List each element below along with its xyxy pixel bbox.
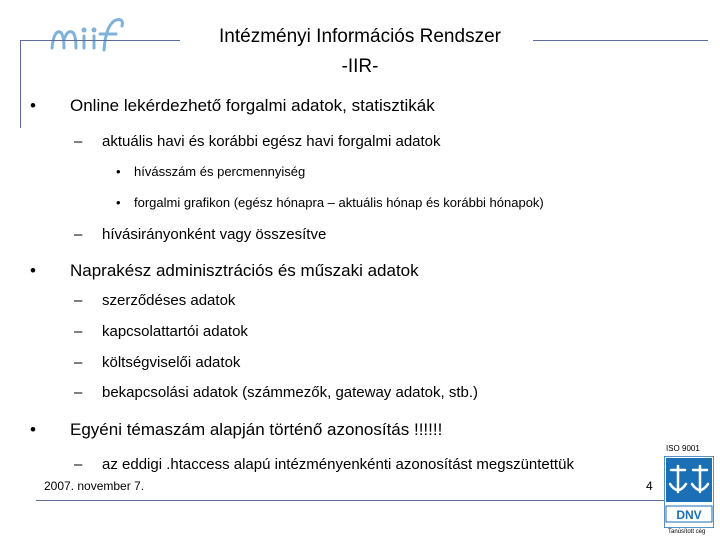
bullet-marker: • — [30, 96, 36, 115]
header-rule-left — [20, 40, 180, 41]
sub-bullet-contact: kapcsolattartói adatok — [102, 323, 248, 340]
slide-subtitle: -IIR- — [341, 56, 379, 77]
sub-bullet-monthly-data: aktuális havi és korábbi egész havi forgalmi adatok — [102, 133, 441, 150]
header-rule-vertical — [20, 40, 21, 128]
footer-date: 2007. november 7. — [44, 479, 145, 493]
dnv-logo-text: DNV — [676, 508, 702, 522]
header-rule-right — [533, 40, 708, 41]
bullet-marker: • — [116, 195, 121, 210]
dash-marker: – — [74, 226, 83, 243]
dash-marker: – — [74, 292, 83, 309]
dash-marker: – — [74, 384, 83, 401]
dash-marker: – — [74, 456, 83, 473]
page-number: 4 — [646, 479, 653, 493]
sub-sub-bullet-graph: forgalmi grafikon (egész hónapra – aktuális hónap és korábbi hónapok) — [134, 195, 544, 210]
sub-bullet-cost: költségviselői adatok — [102, 354, 241, 371]
iso-label: ISO 9001 — [666, 444, 700, 453]
sub-bullet-contract: szerződéses adatok — [102, 292, 236, 309]
dash-marker: – — [74, 354, 83, 371]
dash-marker: – — [74, 323, 83, 340]
bullet-marker: • — [116, 164, 121, 179]
bullet-identification: Egyéni témaszám alapján történő azonosítás !!!!!! — [70, 420, 443, 439]
sub-sub-bullet-calls: hívásszám és percmennyiség — [134, 164, 306, 179]
dash-marker: – — [74, 133, 83, 150]
footer-rule — [36, 500, 672, 501]
bullet-online-stats: Online lekérdezhető forgalmi adatok, statisztikák — [70, 96, 435, 115]
sub-bullet-direction: hívásirányonként vagy összesítve — [102, 226, 327, 243]
niif-logo — [44, 10, 134, 60]
dnv-certification-logo — [664, 456, 714, 528]
bullet-admin-data: Naprakész adminisztrációs és műszaki adatok — [70, 261, 419, 280]
slide-title: Intézményi Információs Rendszer — [219, 26, 501, 47]
bullet-marker: • — [30, 261, 36, 280]
bullet-marker: • — [30, 420, 36, 439]
sub-bullet-activation: bekapcsolási adatok (számmezők, gateway adatok, stb.) — [102, 384, 479, 401]
certification-caption: Tanúsított cég — [668, 529, 706, 535]
sub-bullet-htaccess: az eddigi .htaccess alapú intézményenkénti azonosítást megszüntettük — [102, 456, 574, 473]
